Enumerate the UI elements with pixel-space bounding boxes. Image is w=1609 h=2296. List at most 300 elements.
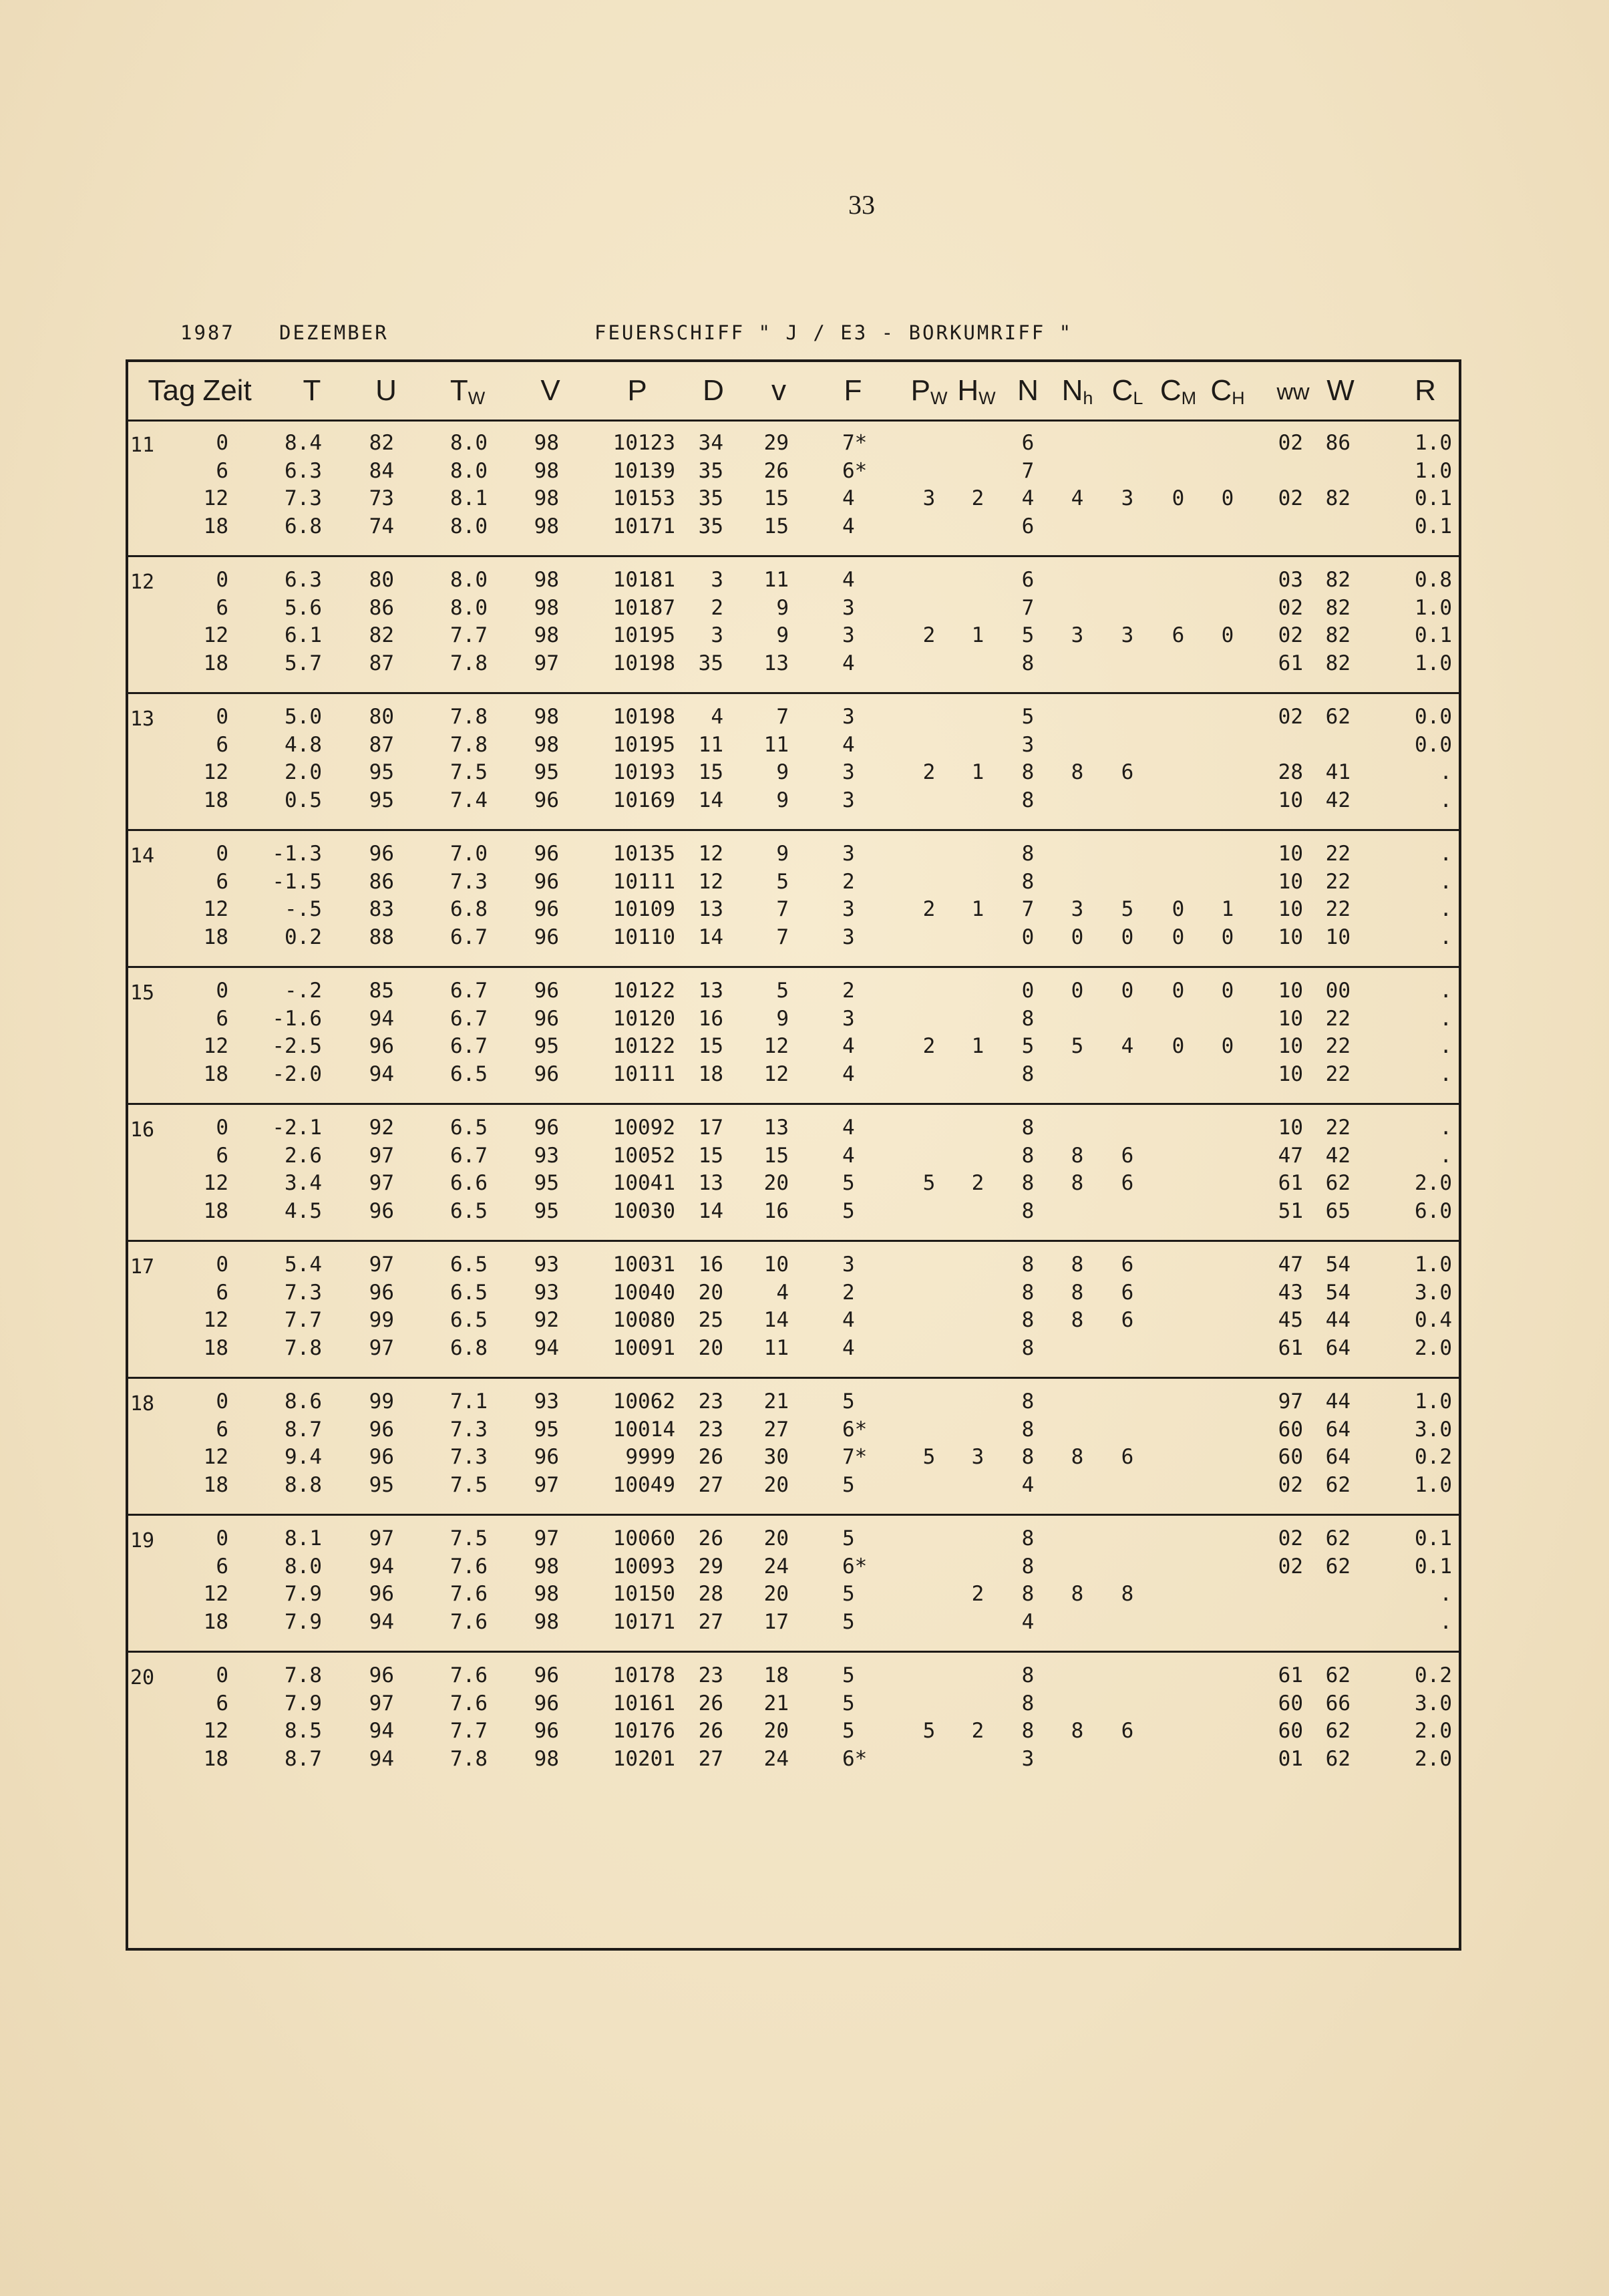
cell-w: 62 (1325, 1719, 1351, 1743)
col-header-nh: $N_h$ (1061, 374, 1093, 408)
cell-r: 1.0 (1415, 595, 1452, 620)
cell-v: 4 (776, 1280, 789, 1305)
table-row (128, 1582, 1459, 1609)
cell-v-vis: 96 (534, 897, 559, 921)
cell-p: 10092 (612, 1116, 675, 1140)
cell-p: 10139 (612, 458, 675, 483)
cell-zeit: 18 (203, 1061, 228, 1086)
cell-p: 10014 (612, 1417, 675, 1442)
cell-t: 2.6 (285, 1143, 322, 1168)
cell-f: 5 (842, 1663, 855, 1687)
cell-v: 5 (776, 979, 789, 1003)
table-row (128, 788, 1459, 815)
cell-r: . (1439, 788, 1452, 812)
cell-ww: 10 (1278, 1034, 1303, 1058)
cell-f: 6* (842, 1554, 868, 1579)
cell-zeit: 18 (203, 514, 228, 538)
cell-zeit: 12 (203, 897, 228, 921)
cell-zeit: 12 (203, 1582, 228, 1606)
cell-ww: 28 (1278, 760, 1303, 784)
cell-t: -.2 (285, 979, 322, 1003)
cell-tw: 8.1 (450, 486, 488, 510)
cell-zeit: 0 (216, 1116, 228, 1140)
cell-ch: 1 (1221, 897, 1234, 921)
cell-n: 8 (1021, 1171, 1035, 1195)
cell-tw: 8.0 (450, 458, 488, 483)
cell-n: 8 (1021, 869, 1035, 894)
cell-u: 80 (369, 568, 394, 592)
col-header-w: W (1326, 374, 1355, 407)
cell-n: 3 (1021, 732, 1035, 757)
day-number: 15 (130, 981, 155, 1005)
cell-zeit: 18 (203, 1472, 228, 1497)
cell-zeit: 0 (216, 1663, 228, 1687)
cell-nh: 8 (1071, 1445, 1084, 1469)
table-row (128, 760, 1459, 787)
cell-f: 2 (842, 1280, 855, 1305)
cell-u: 82 (369, 431, 394, 455)
cell-v-vis: 97 (534, 1472, 559, 1497)
cell-r: 1.0 (1415, 651, 1452, 675)
cell-ww: 61 (1278, 1335, 1303, 1360)
table-row (128, 1418, 1459, 1444)
cell-tw: 7.6 (450, 1582, 488, 1606)
table-row (128, 897, 1459, 924)
cell-cl: 0 (1121, 925, 1134, 949)
cell-v: 13 (763, 651, 789, 675)
cell-tw: 7.8 (450, 705, 488, 729)
cell-ww: 02 (1278, 705, 1303, 729)
cell-v-vis: 98 (534, 1746, 559, 1771)
cell-d: 18 (698, 1061, 723, 1086)
cell-r: 2.0 (1415, 1746, 1452, 1771)
cell-u: 95 (369, 788, 394, 812)
cell-t: 5.4 (285, 1253, 322, 1277)
cell-d: 2 (711, 595, 723, 620)
cell-v-vis: 96 (534, 869, 559, 894)
cell-r: 1.0 (1415, 458, 1452, 483)
cell-u: 99 (369, 1389, 394, 1414)
cell-n: 6 (1021, 568, 1035, 592)
cell-nh: 8 (1071, 1280, 1084, 1305)
cell-v-vis: 95 (534, 1417, 559, 1442)
cell-ch: 0 (1221, 1034, 1234, 1058)
cell-ww: 01 (1278, 1746, 1303, 1771)
cell-p: 10198 (612, 651, 675, 675)
col-header-hw: $H_W$ (957, 374, 996, 408)
cell-t: 7.3 (285, 486, 322, 510)
day-divider (128, 966, 1459, 968)
cell-u: 84 (369, 458, 394, 483)
cell-v: 10 (763, 1253, 789, 1277)
table-row (128, 1144, 1459, 1170)
cell-zeit: 12 (203, 623, 228, 647)
cell-cm: 0 (1172, 486, 1185, 510)
cell-cl: 4 (1121, 1034, 1134, 1058)
table-row (128, 1007, 1459, 1033)
col-header-tw: $T_W$ (450, 374, 486, 408)
cell-t: 8.8 (285, 1472, 322, 1497)
cell-v: 21 (763, 1691, 789, 1715)
cell-v: 12 (763, 1034, 789, 1058)
table-row (128, 1116, 1459, 1142)
cell-u: 94 (369, 1061, 394, 1086)
cell-nh: 8 (1071, 1582, 1084, 1606)
table-row (128, 568, 1459, 595)
cell-p: 10080 (612, 1308, 675, 1332)
table-row (128, 431, 1459, 458)
cell-t: 9.4 (285, 1445, 322, 1469)
cell-d: 16 (698, 1006, 723, 1031)
cell-p: 10193 (612, 760, 675, 784)
cell-tw: 6.6 (450, 1171, 488, 1195)
cell-r: 0.2 (1415, 1663, 1452, 1687)
day-number: 13 (130, 707, 155, 731)
cell-v: 11 (763, 1335, 789, 1360)
cell-cl: 3 (1121, 623, 1134, 647)
cell-p: 10181 (612, 568, 675, 592)
cell-tw: 6.7 (450, 979, 488, 1003)
table-row (128, 1554, 1459, 1581)
cell-tw: 7.3 (450, 1445, 488, 1469)
table-row (128, 1389, 1459, 1416)
cell-w: 22 (1325, 842, 1351, 866)
cell-t: -.5 (285, 897, 322, 921)
cell-p: 10041 (612, 1171, 675, 1195)
cell-p: 10123 (612, 431, 675, 455)
cell-nh: 4 (1071, 486, 1084, 510)
cell-w: 44 (1325, 1389, 1351, 1414)
cell-p: 10049 (612, 1472, 675, 1497)
cell-f: 4 (842, 568, 855, 592)
cell-w: 44 (1325, 1308, 1351, 1332)
cell-u: 94 (369, 1006, 394, 1031)
cell-w: 64 (1325, 1417, 1351, 1442)
cell-f: 3 (842, 1006, 855, 1031)
column-headers (128, 362, 1459, 420)
cell-w: 62 (1325, 705, 1351, 729)
cell-v-vis: 96 (534, 1445, 559, 1469)
cell-cm: 0 (1172, 1034, 1185, 1058)
cell-zeit: 6 (216, 869, 228, 894)
cell-w: 10 (1325, 925, 1351, 949)
cell-n: 8 (1021, 1554, 1035, 1579)
cell-r: . (1439, 979, 1452, 1003)
cell-zeit: 6 (216, 1554, 228, 1579)
cell-p: 10120 (612, 1006, 675, 1031)
cell-v: 30 (763, 1445, 789, 1469)
cell-f: 4 (842, 1034, 855, 1058)
cell-zeit: 6 (216, 1280, 228, 1305)
cell-d: 3 (711, 568, 723, 592)
cell-d: 4 (711, 705, 723, 729)
cell-d: 29 (698, 1554, 723, 1579)
cell-d: 15 (698, 1034, 723, 1058)
cell-t: 6.3 (285, 458, 322, 483)
cell-r: . (1439, 760, 1452, 784)
cell-v-vis: 96 (534, 788, 559, 812)
cell-u: 83 (369, 897, 394, 921)
cell-v: 14 (763, 1308, 789, 1332)
cell-v: 12 (763, 1061, 789, 1086)
cell-n: 5 (1021, 1034, 1035, 1058)
cell-v: 20 (763, 1472, 789, 1497)
cell-tw: 6.5 (450, 1253, 488, 1277)
cell-cl: 0 (1121, 979, 1134, 1003)
table-row (128, 1253, 1459, 1279)
cell-cl: 6 (1121, 1308, 1134, 1332)
table-row (128, 1610, 1459, 1637)
cell-pw: 2 (922, 1034, 936, 1058)
cell-d: 20 (698, 1335, 723, 1360)
cell-t: 8.1 (285, 1526, 322, 1550)
cell-t: 7.9 (285, 1609, 322, 1634)
header-year: 1987 (180, 321, 235, 344)
cell-hw: 2 (971, 486, 985, 510)
col-header-d: D (703, 374, 724, 407)
cell-r: 0.8 (1415, 568, 1452, 592)
cell-n: 8 (1021, 1582, 1035, 1606)
cell-d: 15 (698, 1143, 723, 1168)
col-header-pw: $P_W$ (910, 374, 948, 408)
cell-w: 82 (1325, 568, 1351, 592)
cell-cl: 6 (1121, 1280, 1134, 1305)
cell-v-vis: 93 (534, 1143, 559, 1168)
cell-p: 10178 (612, 1663, 675, 1687)
cell-ww: 02 (1278, 1554, 1303, 1579)
cell-r: 3.0 (1415, 1691, 1452, 1715)
cell-u: 96 (369, 1663, 394, 1687)
cell-tw: 7.6 (450, 1663, 488, 1687)
cell-p: 10171 (612, 514, 675, 538)
table-row (128, 1719, 1459, 1746)
cell-u: 95 (369, 760, 394, 784)
cell-cm: 6 (1172, 623, 1185, 647)
cell-v-vis: 98 (534, 595, 559, 620)
cell-zeit: 12 (203, 1171, 228, 1195)
cell-v-vis: 94 (534, 1335, 559, 1360)
cell-pw: 2 (922, 760, 936, 784)
cell-tw: 7.6 (450, 1691, 488, 1715)
cell-r: 0.1 (1415, 514, 1452, 538)
cell-ww: 47 (1278, 1143, 1303, 1168)
cell-ww: 03 (1278, 568, 1303, 592)
cell-tw: 7.0 (450, 842, 488, 866)
cell-v-vis: 96 (534, 1116, 559, 1140)
cell-w: 54 (1325, 1253, 1351, 1277)
cell-ww: 10 (1278, 897, 1303, 921)
cell-tw: 6.5 (450, 1308, 488, 1332)
cell-t: 7.8 (285, 1663, 322, 1687)
cell-v-vis: 96 (534, 1719, 559, 1743)
cell-f: 5 (842, 1171, 855, 1195)
cell-w: 62 (1325, 1171, 1351, 1195)
cell-w: 22 (1325, 1034, 1351, 1058)
cell-r: 1.0 (1415, 1472, 1452, 1497)
cell-v: 7 (776, 705, 789, 729)
cell-r: 2.0 (1415, 1335, 1452, 1360)
cell-cl: 5 (1121, 897, 1134, 921)
day-number: 12 (130, 570, 155, 594)
cell-t: -2.5 (272, 1034, 322, 1058)
cell-n: 8 (1021, 1198, 1035, 1223)
cell-t: -2.0 (272, 1061, 322, 1086)
col-header-p: P (627, 374, 647, 407)
cell-v-vis: 96 (534, 1006, 559, 1031)
cell-u: 94 (369, 1719, 394, 1743)
cell-v: 9 (776, 760, 789, 784)
cell-f: 4 (842, 1061, 855, 1086)
cell-v: 15 (763, 514, 789, 538)
cell-zeit: 0 (216, 431, 228, 455)
table-row (128, 870, 1459, 896)
col-header-tag: Tag (148, 374, 196, 407)
cell-p: 10111 (612, 1061, 675, 1086)
cell-nh: 8 (1071, 1253, 1084, 1277)
cell-d: 35 (698, 486, 723, 510)
cell-cm: 0 (1172, 979, 1185, 1003)
cell-d: 13 (698, 979, 723, 1003)
cell-n: 8 (1021, 1253, 1035, 1277)
cell-n: 7 (1021, 458, 1035, 483)
cell-r: 1.0 (1415, 1253, 1452, 1277)
page-number: 33 (848, 190, 875, 220)
cell-w: 82 (1325, 623, 1351, 647)
cell-ww: 60 (1278, 1445, 1303, 1469)
cell-n: 8 (1021, 1280, 1035, 1305)
cell-zeit: 0 (216, 842, 228, 866)
cell-w: 22 (1325, 897, 1351, 921)
cell-v: 9 (776, 595, 789, 620)
day-number: 19 (130, 1529, 155, 1552)
header-station: FEUERSCHIFF " J / E3 - BORKUMRIFF " (594, 321, 1073, 344)
cell-tw: 6.5 (450, 1280, 488, 1305)
cell-u: 82 (369, 623, 394, 647)
cell-u: 97 (369, 1253, 394, 1277)
cell-ww: 43 (1278, 1280, 1303, 1305)
cell-n: 0 (1021, 979, 1035, 1003)
cell-n: 8 (1021, 1006, 1035, 1031)
day-divider (128, 1240, 1459, 1242)
cell-f: 6* (842, 458, 868, 483)
cell-f: 5 (842, 1389, 855, 1414)
cell-w: 22 (1325, 1116, 1351, 1140)
cell-p: 10195 (612, 732, 675, 757)
cell-tw: 8.0 (450, 595, 488, 620)
cell-ww: 97 (1278, 1389, 1303, 1414)
cell-tw: 6.5 (450, 1061, 488, 1086)
cell-v: 7 (776, 897, 789, 921)
col-header-v-vis: V (540, 374, 560, 407)
col-header-ch: $C_H$ (1210, 374, 1245, 408)
cell-n: 8 (1021, 1445, 1035, 1469)
table-row (128, 705, 1459, 731)
cell-f: 3 (842, 1253, 855, 1277)
cell-d: 13 (698, 897, 723, 921)
cell-u: 96 (369, 1280, 394, 1305)
cell-nh: 3 (1071, 623, 1084, 647)
cell-ww: 10 (1278, 1116, 1303, 1140)
table-row (128, 651, 1459, 678)
table-row (128, 459, 1459, 486)
cell-tw: 8.0 (450, 568, 488, 592)
table-row (128, 733, 1459, 760)
cell-p: 10195 (612, 623, 675, 647)
col-header-v-wind: v (771, 374, 786, 407)
day-divider (128, 1377, 1459, 1379)
cell-t: 7.3 (285, 1280, 322, 1305)
cell-p: 10135 (612, 842, 675, 866)
cell-tw: 7.8 (450, 732, 488, 757)
cell-ww: 60 (1278, 1691, 1303, 1715)
cell-p: 10093 (612, 1554, 675, 1579)
cell-tw: 7.5 (450, 1472, 488, 1497)
cell-pw: 5 (922, 1445, 936, 1469)
cell-u: 87 (369, 651, 394, 675)
day-number: 18 (130, 1392, 155, 1416)
cell-n: 4 (1021, 1472, 1035, 1497)
cell-tw: 7.5 (450, 1526, 488, 1550)
cell-n: 4 (1021, 1609, 1035, 1634)
cell-n: 8 (1021, 842, 1035, 866)
cell-t: 4.5 (285, 1198, 322, 1223)
cell-zeit: 0 (216, 1389, 228, 1414)
cell-f: 7* (842, 431, 868, 455)
cell-v: 27 (763, 1417, 789, 1442)
day-divider (128, 1103, 1459, 1105)
cell-w: 54 (1325, 1280, 1351, 1305)
cell-w: 42 (1325, 1143, 1351, 1168)
cell-f: 4 (842, 1335, 855, 1360)
cell-v: 18 (763, 1663, 789, 1687)
cell-t: 6.3 (285, 568, 322, 592)
table-row (128, 1171, 1459, 1198)
cell-n: 8 (1021, 1061, 1035, 1086)
cell-f: 4 (842, 486, 855, 510)
cell-zeit: 0 (216, 568, 228, 592)
cell-hw: 3 (971, 1445, 985, 1469)
col-header-f: F (844, 374, 862, 407)
cell-r: . (1439, 1116, 1452, 1140)
cell-hw: 1 (971, 897, 985, 921)
cell-r: . (1439, 897, 1452, 921)
cell-w: 22 (1325, 869, 1351, 894)
cell-p: 10150 (612, 1582, 675, 1606)
day-divider (128, 1651, 1459, 1653)
cell-v-vis: 98 (534, 1582, 559, 1606)
cell-f: 3 (842, 788, 855, 812)
cell-v: 26 (763, 458, 789, 483)
cell-cl: 3 (1121, 486, 1134, 510)
cell-nh: 0 (1071, 925, 1084, 949)
cell-d: 26 (698, 1526, 723, 1550)
cell-t: 5.7 (285, 651, 322, 675)
cell-nh: 8 (1071, 1143, 1084, 1168)
cell-t: 7.9 (285, 1691, 322, 1715)
cell-u: 95 (369, 1472, 394, 1497)
cell-u: 96 (369, 842, 394, 866)
table-row (128, 1747, 1459, 1774)
cell-ww: 02 (1278, 486, 1303, 510)
cell-f: 4 (842, 1308, 855, 1332)
cell-tw: 7.1 (450, 1389, 488, 1414)
cell-ww: 02 (1278, 431, 1303, 455)
cell-ch: 0 (1221, 925, 1234, 949)
cell-d: 12 (698, 869, 723, 894)
cell-d: 25 (698, 1308, 723, 1332)
col-header-ww: ww (1276, 379, 1310, 405)
cell-cl: 8 (1121, 1582, 1134, 1606)
